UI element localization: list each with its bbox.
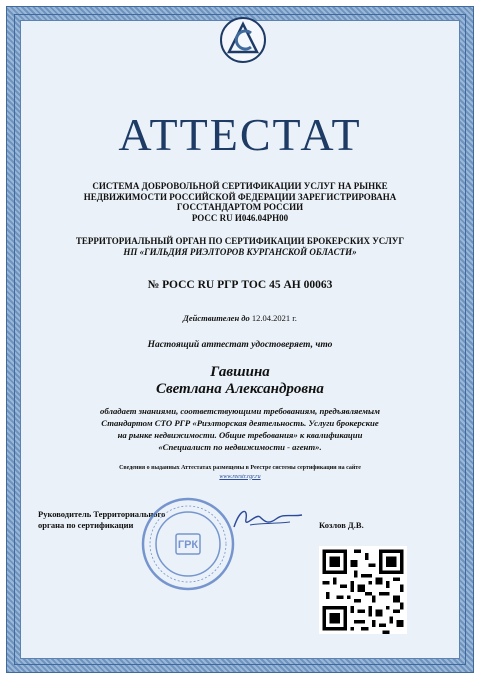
signer-name: Козлов Д.В. <box>319 520 364 530</box>
atc-logo-icon <box>219 16 267 64</box>
organ-line: ТЕРРИТОРИАЛЬНЫЙ ОРГАН ПО СЕРТИФИКАЦИИ БРОКЕРСКИХ УСЛУГ <box>75 236 405 246</box>
organ-name: НП «ГИЛЬДИЯ РИЭЛТОРОВ КУРГАНСКОЙ ОБЛАСТИ» <box>123 247 357 257</box>
certificate-title: АТТЕСТАТ <box>118 109 362 160</box>
system-line: НЕДВИЖИМОСТИ РОССИЙСКОЙ ФЕДЕРАЦИИ ЗАРЕГИСТРИРОВАНА <box>83 191 397 202</box>
system-line: СИСТЕМА ДОБРОВОЛЬНОЙ СЕРТИФИКАЦИИ УСЛУГ НА РЫНКЕ <box>92 181 388 191</box>
certifies-text: Настоящий аттестат удостоверяет, что <box>147 340 333 350</box>
round-seal-icon <box>140 496 236 592</box>
territorial-organ-text <box>40 236 440 258</box>
validity-label: Действителен до <box>183 313 250 323</box>
registry-text: Сведения о выданных Аттестатах размещены в Реестре системы сертификации на сайте <box>119 465 361 471</box>
registry-link[interactable]: www.reestr.rgr.ru <box>219 473 261 480</box>
validity-date: 12.04.2021 г. <box>251 313 297 323</box>
holder-given-names: Светлана Александровна <box>156 381 324 397</box>
body-line: «Специалист по недвижимости - агент». <box>158 442 322 452</box>
seal-center-text: ГРК <box>177 539 199 551</box>
qr-code-icon <box>319 546 407 634</box>
role-line: Руководитель Территориального <box>38 509 166 519</box>
holder-surname: Гавшина <box>210 364 270 380</box>
holder-name <box>0 364 480 398</box>
system-line: ГОССТАНДАРТОМ РОССИИ <box>176 202 304 212</box>
validity-line <box>40 313 440 323</box>
body-line: обладает знаниями, соответствующими требованиям, предъявляемым <box>100 406 380 416</box>
signature-mark <box>230 503 306 533</box>
qualification-text <box>50 405 430 453</box>
registry-note <box>40 464 440 481</box>
body-line: Стандартом СТО РГР «Риэлторская деятельность. Услуги брокерские <box>101 418 379 428</box>
role-line: органа по сертификации <box>38 520 134 530</box>
certification-system-text <box>40 181 440 223</box>
system-registration-code: РОСС RU И046.04РН00 <box>191 212 289 223</box>
body-line: на рынке недвижимости. Общие требования» к квалификации <box>117 430 363 440</box>
certificate-number: № РОСС RU РГР ТОС 45 АН 00063 <box>147 279 333 291</box>
